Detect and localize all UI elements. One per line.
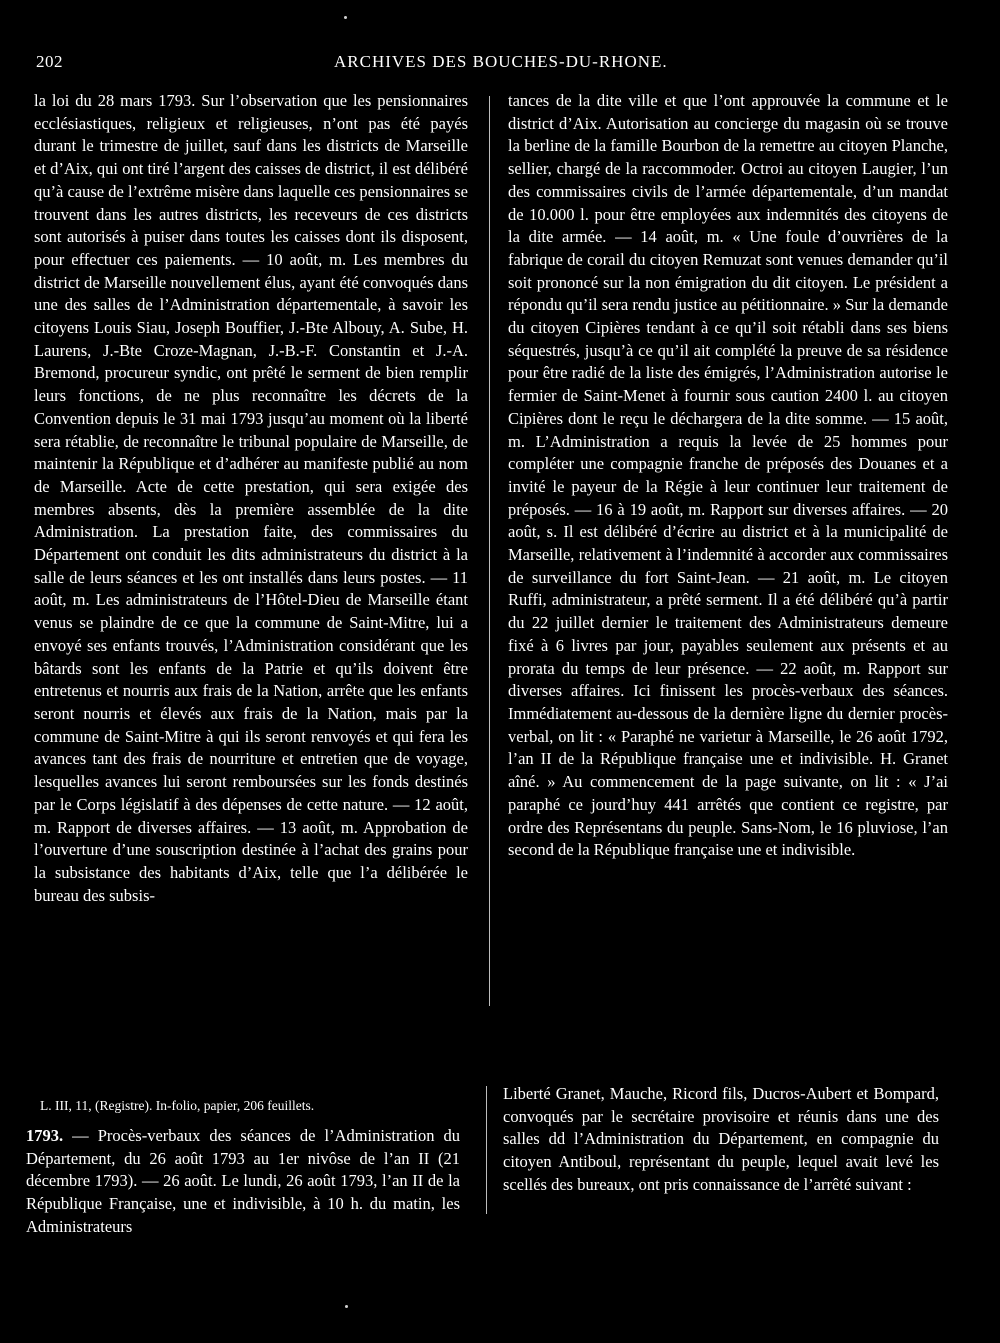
left-column-top-text: la loi du 28 mars 1793. Sur l’observation que les pensionnaires ecclésiastiques, religieux et religieuses, n’ont pas été payés durant le trimestre de juillet, sauf dans les districts de Marseille et d’Aix, qui ont tiré l’argent des caisses de district, il est délibéré qu’à cause de l’extrême misère dans laquelle ces pensionnaires se trouvent dans les autres districts, les receveurs de ces districts sont autorisés à puiser dans toutes les caisses dont ils disposent, pour effectuer ces paiements. — 10 août, m. Les membres du district de Marseille nouvellement élus, ayant été convoqués dans une des salles de l’Administration départementale, à savoir les citoyens Louis Siau, Joseph Bouffier, J.-Bte Albouy, A. Sube, H. Laurens, J.-Bte Croze-Magnan, J.-B.-F. Constantin et J.-A. Bremond, procureur syndic, ont prêté le serment de bien remplir leurs fonctions, de ne plus reconnaître les décrets de la Convention depuis le 31 mai 1793 jusqu’au moment où la liberté sera rétablie, de reconnaître le tribunal populaire de Marseille, de maintenir la République et d’adhérer au manifeste publié au nom de Marseille. Acte de cette prestation, qui sera exigée des membres absents, dès la première assemblée de la dite Administration. La prestation faite, des commissaires du Département ont conduit les dits administrateurs du district à la salle de leurs séances et les ont installés dans leurs postes. — 11 août, m. Les administrateurs de l’Hôtel-Dieu de Marseille étant venus se plaindre de ce que la commune de Saint-Mitre, lui a envoyé ses enfants trouvés, l’Administration considérant que les bâtards sont les enfants de la Patrie et qu’ils doivent être entretenus et nourris aux frais de la Nation, arrête que les enfants seront nourris et élevés aux frais de la Nation, mais par la commune de Saint-Mitre à qui ils seront renvoyés et qui fera les avances tant des frais de nourriture et entretien que de voyage, lesquelles avances lui seront remboursées sur les fonds destinés par le Corps législatif à des dépenses de cette nature. — 12 août, m. Rapport de diverses affaires. — 13 août, m. Approbation de l’ouverture d’une souscription destinée à l’achat des grains pour la subsistance des habitants d’Aix, telle que l’a délibérée le bureau des subsis- [34,91,468,905]
column-divider [489,96,490,1006]
right-column-bottom [503,1083,939,1223]
left-column-bottom [26,1125,460,1245]
entry-text: — Procès-verbaux des séances de l’Administration du Département, du 26 août 1793 au 1er nivôse de l’an II (21 décembre 1793). — 26 août. Le lundi, 26 août 1793, l’an II de la République Française, une et indivisible, à 10 h. du matin, les Administrateurs [26,1126,460,1236]
column-divider-bottom [486,1086,487,1214]
page-header [36,52,966,76]
scan-speck [345,1305,348,1308]
entry-paragraph [26,1125,460,1239]
page-number: 202 [36,52,63,71]
source-reference: L. III, 11, (Registre). In-folio, papier, 206 feuillets. [40,1098,315,1113]
right-column-top-text: tances de la dite ville et que l’ont approuvée la commune et le district d’Aix. Autorisation au concierge du magasin où se trouve la berline de la famille Bourbon de la remettre au citoyen Planche, sellier, chargé de la raccommoder. Octroi au citoyen Laugier, l’un des commissaires civils de l’armée départementale, d’un mandat de 10.000 l. pour être employées aux indemnités des citoyens de la dite armée. — 14 août, m. « Une foule d’ouvrières de la fabrique de corail du citoyen Remuzat sont venues demander qu’il soit prononcé sur la non émigration du dit citoyen. Le président a répondu qu’il sera rendu justice au pétitionnaire. » Sur la demande du citoyen Cipières tendant à ce qu’il soit rétabli dans ses biens séquestrés, jusqu’à ce qu’il ait complété la preuve de sa résidence pour être radié de la liste des émigrés, l’Administration autorise le fermier de Saint-Menet à fournir sous caution 2400 l. au citoyen Cipières dont le reçu le déchargera de la dite somme. — 15 août, m. L’Administration a requis la levée de 25 hommes pour compléter une compagnie franche de préposés des Douanes et a invité le payeur de la Régie à leur continuer leur traitement de préposés. — 16 à 19 août, m. Rapport sur diverses affaires. — 20 août, s. Il est délibéré d’écrire au district et à la municipalité de Marseille, relativement à l’indemnité à accorder aux commissaires de surveillance du fort Saint-Jean. — 21 août, m. Le citoyen Ruffi, administrateur, a prêté serment. Il a été délibéré qu’à partir du 22 juillet dernier le traitement des Administrateurs demeure fixé à 6 livres par jour, payables seulement aux présents et au prorata du temps de leur présence. — 22 août, m. Rapport sur diverses affaires. Ici finissent les procès-verbaux des séances. Immédiatement au-dessous de la dernière ligne du dernier procès-verbal, on lit : « Paraphé ne varietur à Marseille, le 26 août 1792, l’an II de la République française une et indivisible. H. Granet aîné. » Au commencement de la page suivante, on lit : « J’ai paraphé ce jourd’huy 441 arrêtés que contient ce registre, par ordre des Représentans du peuple. Sans-Nom, le 16 pluviose, l’an second de la République française une et indivisible. [508,91,948,860]
right-column-bottom-text: Liberté Granet, Mauche, Ricord fils, Ducros-Aubert et Bompard, convoqués par le secrétaire provisoire et réunis dans une des salles dd l’Administration du Département, en compagnie du citoyen Antiboul, représentant du peuple, lequel avait levé les scellés des bureaux, ont pris connaissance de l’arrêté suivant : [503,1084,939,1194]
entry-year: 1793. [26,1126,64,1145]
left-column-top [34,90,468,1050]
running-title: ARCHIVES DES BOUCHES-DU-RHONE. [334,52,668,71]
scan-speck [344,16,347,19]
right-column-top [508,90,948,1030]
